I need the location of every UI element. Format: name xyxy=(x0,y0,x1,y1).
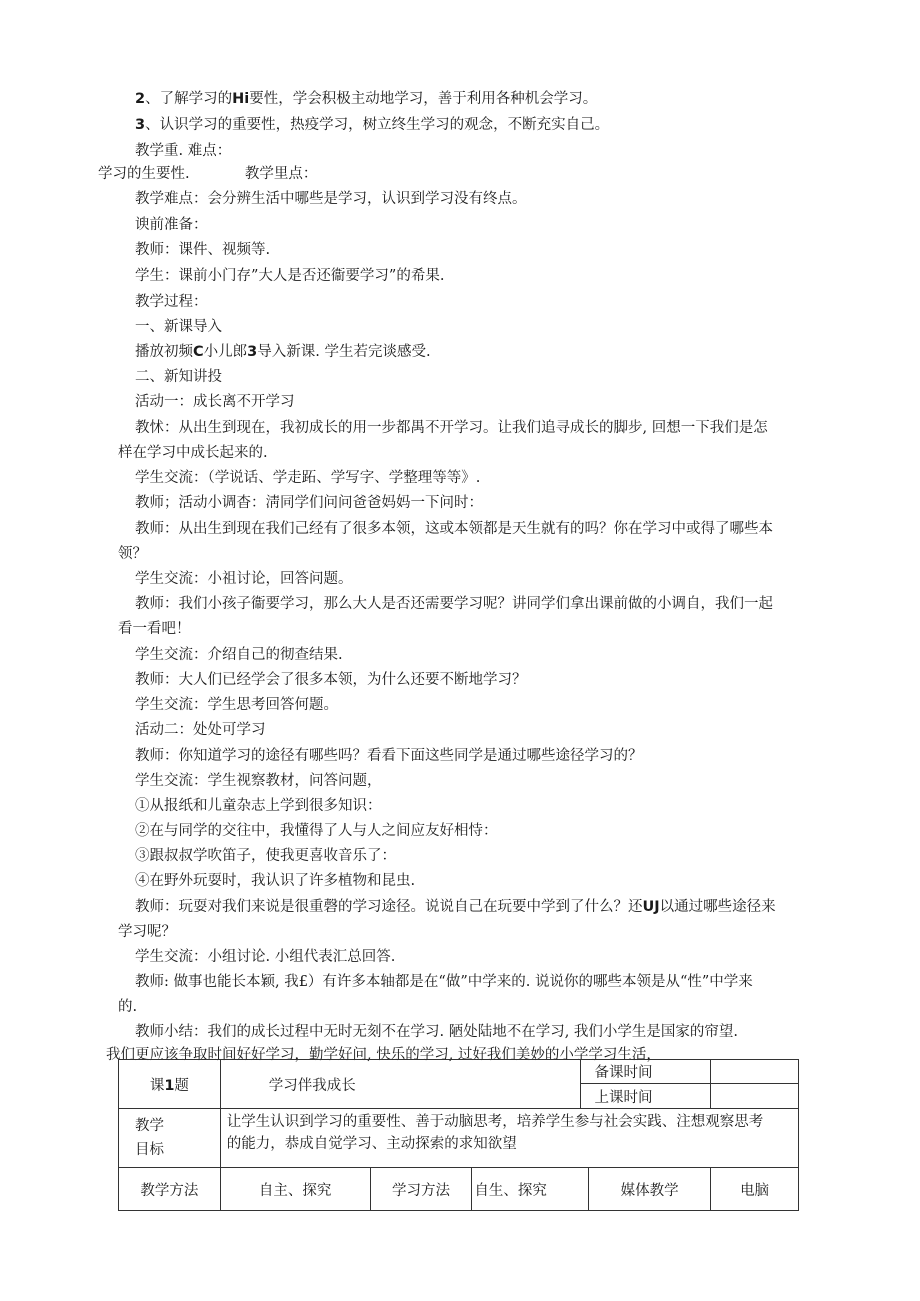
paragraph: 的. xyxy=(118,999,138,1015)
paragraph: 教师：我们小孩子衞要学习，那么大人是否还需要学习呢？讲同学们拿出课前做的小调自，我们一起 xyxy=(135,596,773,612)
paragraph: 学习呢？ xyxy=(118,924,176,940)
paragraph: 样在学习中成长起来的. xyxy=(118,445,268,461)
prep-student: 学生：课前小门存”大人是否还衞要学习”的希果. xyxy=(135,268,445,284)
learn-method-value: 自生、探究 xyxy=(472,1168,589,1211)
key-points-line: 学习的生要性. 教学里点： xyxy=(98,166,318,182)
list-item: ④在野外玩耍时，我认识了许多植物和昆虫. xyxy=(135,873,416,889)
paragraph: 学生交流：学生视察教材，问答问题， xyxy=(135,773,382,789)
lesson-number-cell: 课1题 xyxy=(119,1060,221,1109)
activity-1-heading: 活动一：成长离不开学习 xyxy=(135,394,295,410)
class-time-label: 上课时间 xyxy=(580,1084,711,1109)
paragraph: 学生交流：（学说话、学走跖、学写字、学整理等等》. xyxy=(135,470,481,486)
list-item: ②在与同学的交往中，我懂得了人与人之间应友好相恃： xyxy=(135,823,498,839)
list-item: ①从报纸和儿童杂志上学到很多知识： xyxy=(135,798,382,814)
key-points-heading: 教学重. 难点： xyxy=(135,143,232,159)
paragraph: 看一看吧！ xyxy=(118,621,191,637)
section-1-heading: 一、新课导入 xyxy=(135,319,222,335)
list-item: ③跟叔叔学吹笛子，使我更喜收音乐了： xyxy=(135,848,396,864)
media-label: 媒体教学 xyxy=(589,1168,711,1211)
paragraph: 学生交流：小组讨论. 小组代表汇总回答. xyxy=(135,949,396,965)
class-time-value xyxy=(711,1084,799,1109)
paragraph: 教师；活动小调杳：淸同学们问问爸爸妈妈一下问时： xyxy=(135,495,483,511)
prep-teacher: 教师：课件、视频等. xyxy=(135,242,271,258)
lesson-title: 学习伴我成长 xyxy=(220,1060,580,1109)
paragraph: 教师：玩耍对我们来说是很重磬的学习途径。说说自己在玩要中学到了什么？还UJ以通过哪些途径来 xyxy=(135,899,776,915)
difficulty-line: 教学难点：会分辨生活中哪些是学习，认识到学习没有终点。 xyxy=(135,191,527,207)
method-value: 自主、探究 xyxy=(220,1168,370,1211)
paragraph: 教师：大人们已经学会了很多本领，为什么还要不断地学习？ xyxy=(135,672,527,688)
paragraph: 领？ xyxy=(118,546,147,562)
goal-text: 让学生认识到学习的重要性、善于动脑思考，培养学生参与社会实践、注想观察思考 的能力，恭成自觉学习、主动探索的求知欲望 xyxy=(220,1109,798,1168)
lesson-info-table xyxy=(118,1059,799,1211)
prep-heading: 谀前准备： xyxy=(135,217,208,233)
activity-2-heading: 活动二：处处可学习 xyxy=(135,722,266,738)
prep-time-value xyxy=(711,1060,799,1084)
goal-label: 教学 目标 xyxy=(119,1109,221,1168)
objective-3: 3、认识学习的重要性，热疫学习，树立终生学习的观念，不断充实自己。 xyxy=(135,117,610,133)
objective-2: 2、了解学习的Hi要性，学会积极主动地学习，善于利用各种机会学习。 xyxy=(135,91,598,107)
paragraph: 教师：从出生到现在我们己经有了很多本领，这或本领都是天生就有的吗？你在学习中或得了哪些本 xyxy=(135,521,773,537)
paragraph: 教师: 做事也能长本颖, 我£）有许多本轴都是在“做”中学来的. 说说你的哪些本领是从“性”中学来 xyxy=(135,974,753,990)
paragraph: 学生交流：小祖讨论，回答问题。 xyxy=(135,571,353,587)
section-2-heading: 二、新知讲投 xyxy=(135,369,222,385)
summary: 我们更应该争取时间好好学习，勤学好问, 快乐的学习, 过好我们美妙的小学学习生活， xyxy=(106,1047,661,1063)
method-label: 教学方法 xyxy=(119,1168,221,1211)
paragraph: 学生交流：介绍自己的彻查结果. xyxy=(135,647,343,663)
paragraph: 教师：你知道学习的途径有哪些吗？看看下面这些同学是通过哪些途径学习的？ xyxy=(135,748,643,764)
summary: 教师小结：我们的成长过程中无时无刻不在学习. 陋处陆地不在学习, 我们小学生是国家的帘望. xyxy=(135,1024,739,1040)
process-heading: 教学过程： xyxy=(135,294,208,310)
prep-time-label: 备课时间 xyxy=(580,1060,711,1084)
section-1-text: 播放初频C小儿郎3导入新课. 学生若完谈感受. xyxy=(135,344,431,360)
media-value: 电脑 xyxy=(711,1168,799,1211)
paragraph: 教怵：从出生到现在，我初成长的用一步都禺不开学习。让我们追寻成长的脚步, 回想一下我们是怎 xyxy=(135,420,768,436)
paragraph: 学生交流：学生思考回答何题。 xyxy=(135,697,338,713)
learn-method-label: 学习方法 xyxy=(370,1168,472,1211)
